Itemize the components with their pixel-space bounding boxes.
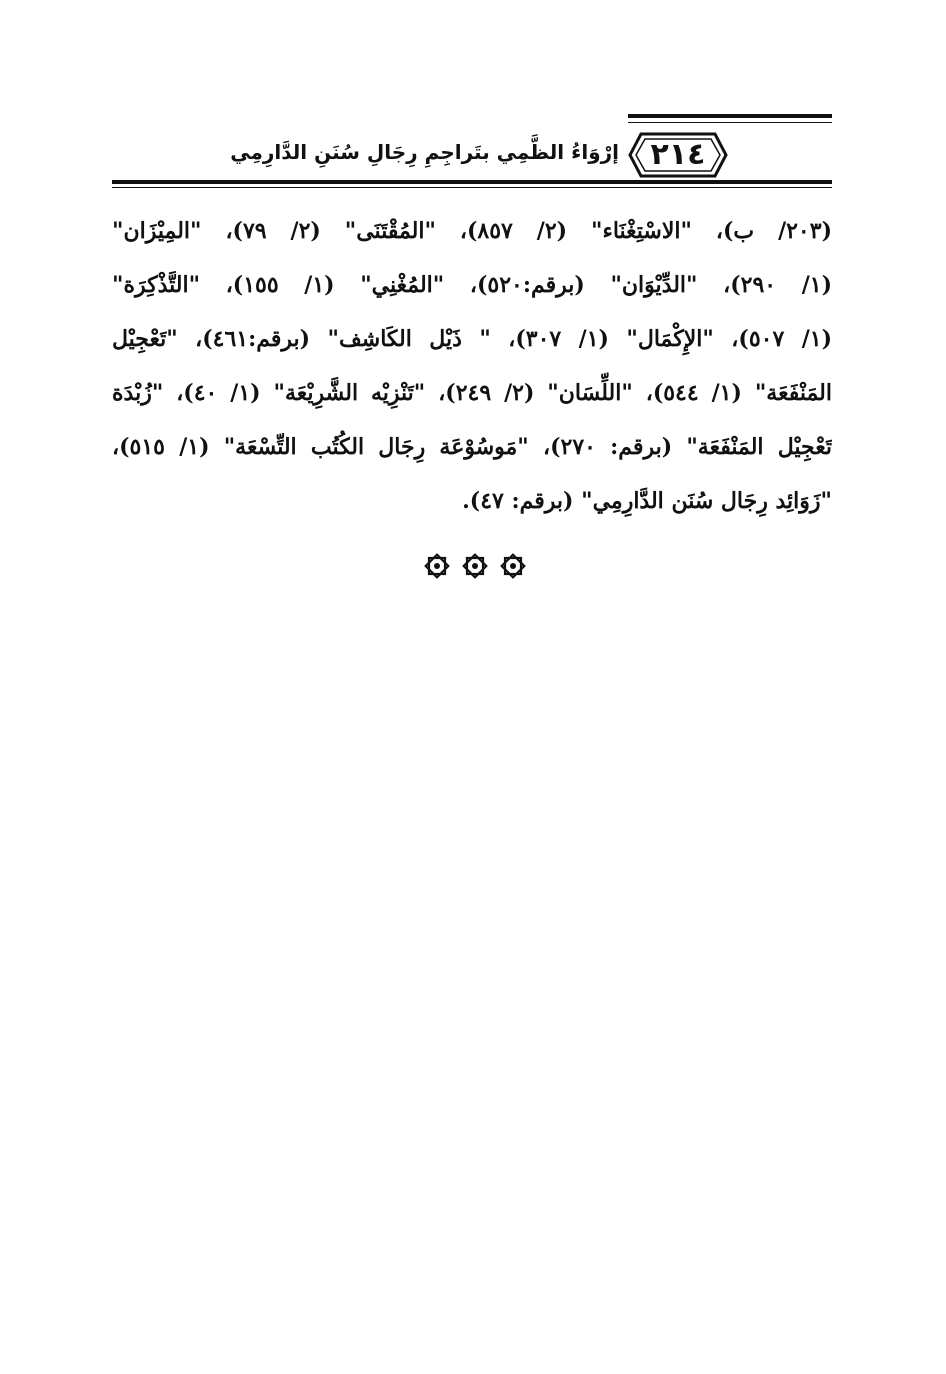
eight-point-star-icon (423, 552, 451, 580)
text-line: المَنْفَعَة" (١/ ٥٤٤)، "اللِّسَان" (٢/ ٢٤٩)، "تَنْزِيْه الشَّرِيْعَة" (١/ ٤٠)، "زُبْدَة (112, 380, 832, 406)
text-line: (١/ ٢٩٠)، "الدِّيْوَان" (برقم:٥٢٠)، "المُغْنِي" (١/ ١٥٥)، "التَّذْكِرَة" (112, 272, 832, 298)
header-rule-top (628, 114, 832, 118)
text-line: (٢٠٣/ ب)، "الاسْتِغْنَاء" (٢/ ٨٥٧)، "المُقْتَنَى" (٢/ ٧٩)، "المِيْزَان" (112, 218, 832, 244)
eight-point-star-icon (499, 552, 527, 580)
text-line: تَعْجِيْل المَنْفَعَة" (برقم: ٢٧٠)، "مَوسُوْعَة رِجَال الكُتُب التِّسْعَة" (١/ ٥١٥)، (112, 434, 832, 460)
header-rule-bottom-thin (112, 187, 832, 188)
body-paragraph (112, 204, 832, 528)
eight-point-star-icon (461, 552, 489, 580)
text-line: "زَوَائِد رِجَال سُنَن الدَّارِمِي" (برقم: ٤٧). (462, 488, 832, 514)
page-number-badge (627, 130, 729, 180)
page-number: ٢١٤ (650, 137, 706, 172)
section-end-ornaments (423, 552, 527, 580)
page-header (112, 112, 832, 187)
text-line: (١/ ٥٠٧)، "الإِكْمَال" (١/ ٣٠٧)، " ذَيْل الكَاشِف" (برقم:٤٦١)، "تَعْجِيْل (112, 326, 832, 352)
running-title: إرْوَاءُ الظَّمِي بتَراجِمِ رِجَالِ سُنَنِ الدَّارِمِي (230, 140, 619, 164)
header-rule-top-thin (628, 122, 832, 123)
header-rule-bottom (112, 180, 832, 184)
